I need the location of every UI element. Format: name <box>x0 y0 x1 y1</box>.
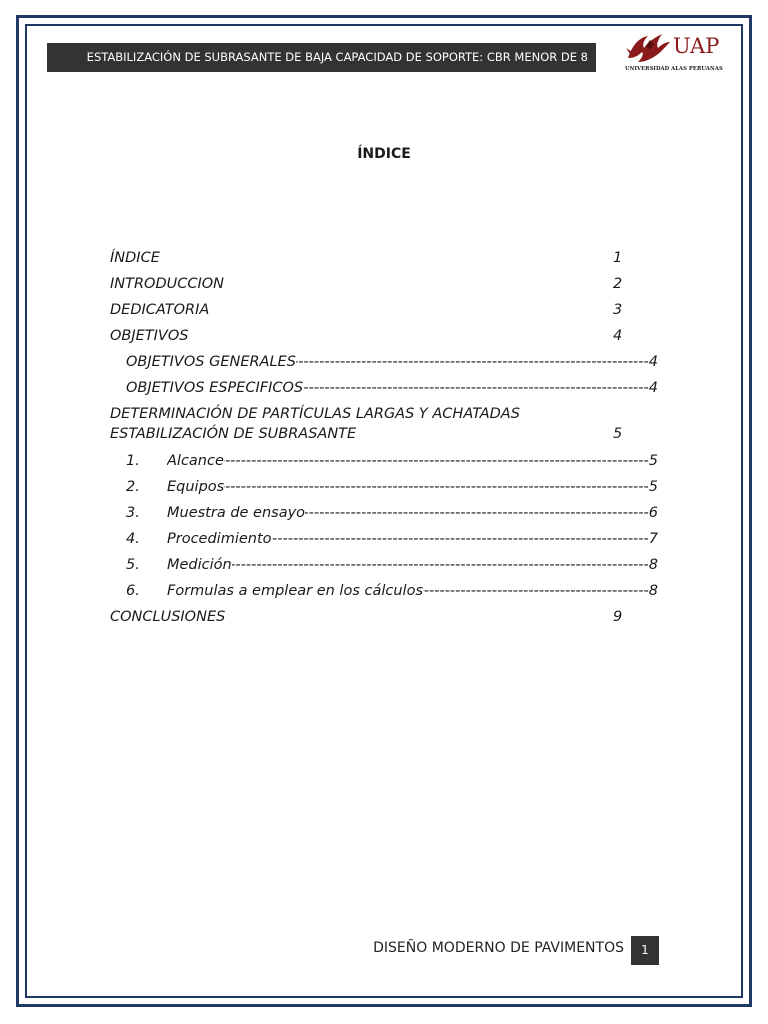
dot-leader <box>305 503 649 523</box>
toc-entry-label: ÍNDICE <box>110 250 160 266</box>
dot-leader <box>224 477 649 497</box>
dot-leader <box>224 451 649 471</box>
logo-acronym: UAP <box>673 34 720 58</box>
toc-entry-label: Medición <box>167 557 232 573</box>
toc-item-medicion[interactable] <box>167 555 658 575</box>
page-number-badge: 1 <box>631 936 659 965</box>
toc-entry-page: 8 <box>648 557 658 573</box>
toc-entry-label: Procedimiento <box>167 531 272 547</box>
toc-entry-label: Alcance <box>167 453 224 469</box>
toc-entry-introduccion[interactable] <box>110 274 622 294</box>
toc-entry-objetivos-generales[interactable] <box>126 352 658 372</box>
toc-item-number: 6. <box>126 583 140 599</box>
toc-entry-label: DETERMINACIÓN DE PARTÍCULAS LARGAS Y ACHATADAS <box>110 406 520 422</box>
dot-leader <box>272 529 649 549</box>
toc-entry-page: 4 <box>613 328 623 344</box>
toc-item-number: 4. <box>126 531 140 547</box>
toc-entry-page: 2 <box>613 276 623 292</box>
toc-item-muestra[interactable] <box>167 503 658 523</box>
dot-leader <box>232 555 649 575</box>
toc-entry-label: ESTABILIZACIÓN DE SUBRASANTE <box>110 426 357 442</box>
toc-entry-page: 5 <box>613 426 623 442</box>
toc-entry-page: 9 <box>613 609 623 625</box>
toc-entry-page: 7 <box>648 531 658 547</box>
footer-label: DISEÑO MODERNO DE PAVIMENTOS <box>373 940 624 956</box>
toc-item-number: 1. <box>126 453 140 469</box>
toc-entry-page: 3 <box>613 302 623 318</box>
toc-item-number: 5. <box>126 557 140 573</box>
dot-leader <box>303 378 649 398</box>
eagle-icon <box>624 28 674 66</box>
toc-item-formulas[interactable] <box>167 581 658 601</box>
toc-item-procedimiento[interactable] <box>167 529 658 549</box>
toc-entry-label: DEDICATORIA <box>110 302 210 318</box>
toc-entry-dedicatoria[interactable] <box>110 300 622 320</box>
toc-entry-label: CONCLUSIONES <box>110 609 226 625</box>
page-title: ÍNDICE <box>357 146 411 162</box>
toc-entry-label: OBJETIVOS GENERALES <box>126 354 296 370</box>
toc-entry-page: 4 <box>648 380 658 396</box>
toc-item-equipos[interactable] <box>167 477 658 497</box>
toc-entry-objetivos[interactable] <box>110 326 622 346</box>
toc-entry-page: 1 <box>613 250 623 266</box>
toc-item-alcance[interactable] <box>167 451 658 471</box>
dot-leader <box>296 352 649 372</box>
toc-entry-label: INTRODUCCION <box>110 276 225 292</box>
toc-entry-label: Muestra de ensayo <box>167 505 306 521</box>
logo-university-name: UNIVERSIDAD ALAS PERUANAS <box>625 66 723 72</box>
dot-leader <box>423 581 649 601</box>
toc-entry-conclusiones[interactable] <box>110 607 622 627</box>
toc-entry-label: Equipos <box>167 479 225 495</box>
toc-entry-label: OBJETIVOS <box>110 328 189 344</box>
toc-item-number: 3. <box>126 505 140 521</box>
header-title: ESTABILIZACIÓN DE SUBRASANTE DE BAJA CAPACIDAD DE SOPORTE: CBR MENOR DE 8 <box>47 43 596 72</box>
toc-entry-determinacion[interactable] <box>110 404 622 424</box>
toc-entry-page: 4 <box>648 354 658 370</box>
toc-entry-label: Formulas a emplear en los cálculos <box>167 583 424 599</box>
toc-entry-objetivos-especificos[interactable] <box>126 378 658 398</box>
toc-entry-indice[interactable] <box>110 248 622 268</box>
toc-entry-page: 6 <box>648 505 658 521</box>
toc-entry-label: OBJETIVOS ESPECIFICOS <box>126 380 304 396</box>
toc-entry-page: 5 <box>648 479 658 495</box>
toc-entry-page: 8 <box>648 583 658 599</box>
university-logo <box>624 28 724 76</box>
toc-entry-estabilizacion[interactable] <box>110 424 622 444</box>
toc-entry-page: 5 <box>648 453 658 469</box>
toc-item-number: 2. <box>126 479 140 495</box>
